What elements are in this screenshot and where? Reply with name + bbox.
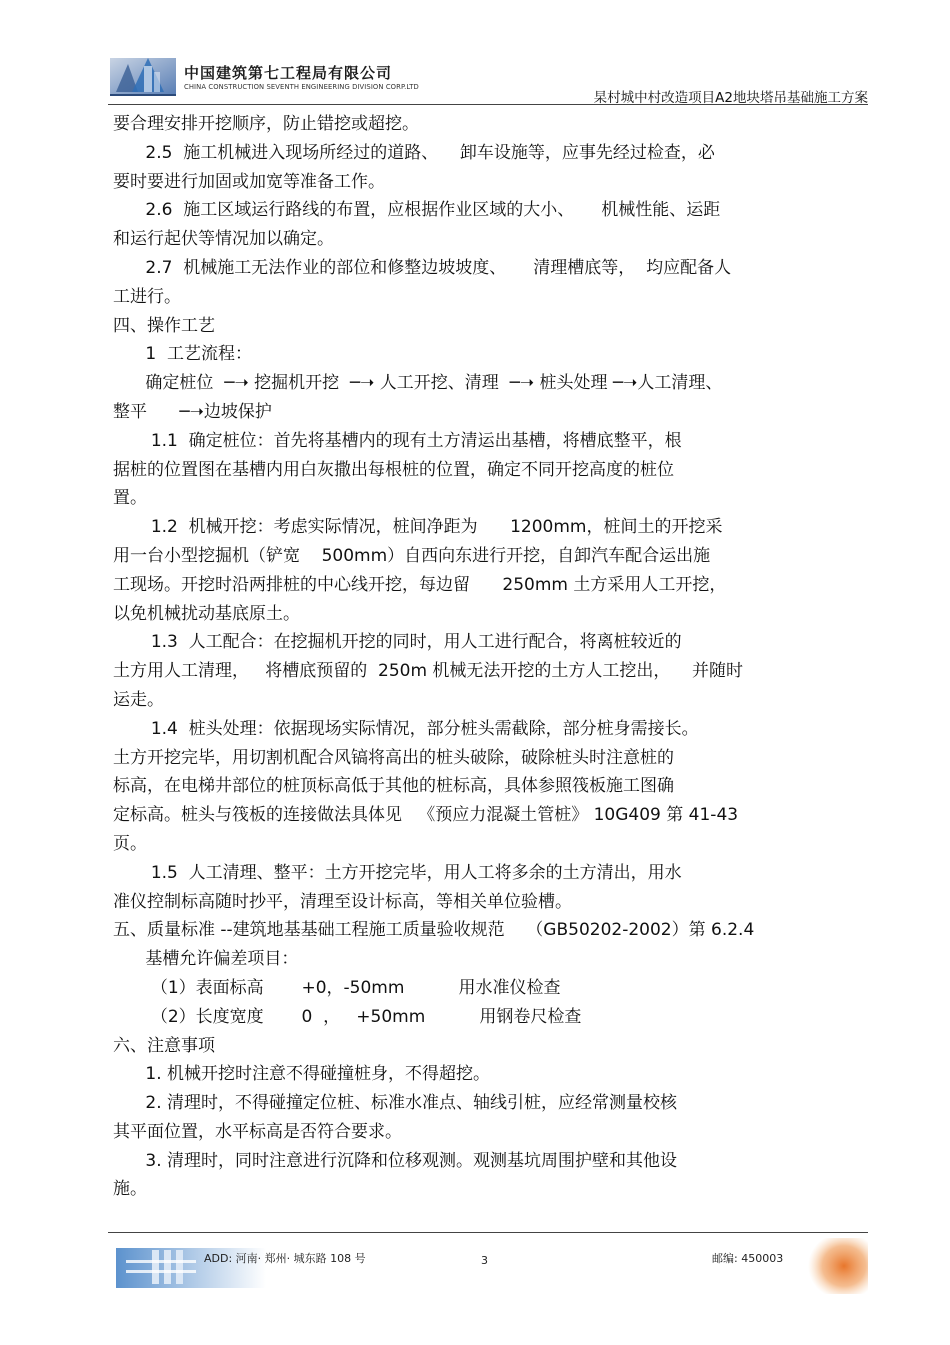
text-line: 3. 清理时，同时注意进行沉降和位移观测。观测基坑周围护壁和其他设 (113, 1150, 678, 1171)
text-line: 整平 ─➝边坡保护 (113, 401, 272, 422)
text-line: 其平面位置，水平标高是否符合要求。 (113, 1121, 402, 1142)
text-line: 页。 (113, 833, 147, 854)
company-logo-icon (108, 52, 180, 98)
text-line: 1.3 人工配合：在挖掘机开挖的同时，用人工进行配合，将离桩较近的 (113, 632, 682, 653)
text-line: 标高，在电梯井部位的桩顶标高低于其他的桩标高，具体参照筏板施工图确 (113, 776, 674, 797)
header-divider (108, 104, 868, 105)
text-line: 1. 机械开挖时注意不得碰撞桩身，不得超挖。 (113, 1064, 491, 1085)
text-line: 土方用人工清理， 将槽底预留的 250m 机械无法开挖的土方人工挖出， 并随时 (113, 661, 744, 682)
text-line: 1.1 确定桩位：首先将基槽内的现有土方清运出基槽，将槽底整平，根 (113, 430, 682, 451)
text-line: 用一台小型挖掘机（铲宽 500mm）自西向东进行开挖，自卸汽车配合运出施 (113, 545, 711, 566)
company-name-cn: 中国建筑第七工程局有限公司 (184, 64, 393, 82)
text-line: 基槽允许偏差项目： (113, 949, 299, 970)
text-line: 要合理安排开挖顺序，防止错挖或超挖。 (113, 114, 419, 134)
text-line: 四、操作工艺 (113, 315, 215, 336)
footer-divider (108, 1232, 868, 1233)
text-line: 1.5 人工清理、整平：土方开挖完毕，用人工将多余的土方清出，用水 (113, 862, 682, 883)
text-line: 2. 清理时，不得碰撞定位桩、标准水准点、轴线引桩，应经常测量校核 (113, 1093, 678, 1114)
text-line: 1.2 机械开挖：考虑实际情况，桩间净距为 1200mm，桩间土的开挖采 (113, 517, 723, 538)
footer-postcode: 邮编: 450003 (712, 1252, 784, 1265)
footer-right-decoration-icon (808, 1238, 868, 1294)
text-line: 施。 (113, 1179, 147, 1200)
text-line: 六、注意事项 (113, 1035, 215, 1056)
company-name-en: CHINA CONSTRUCTION SEVENTH ENGINEERING DIVISION CORP.LTD (184, 83, 419, 91)
page-footer (108, 1236, 868, 1296)
text-line: 1.4 桩头处理：依据现场实际情况，部分桩头需截除，部分桩身需接长。 (113, 718, 699, 739)
text-line: 要时要进行加固或加宽等准备工作。 (113, 171, 385, 192)
text-line: 准仪控制标高随时抄平，清理至设计标高，等相关单位验槽。 (113, 891, 572, 912)
project-title: 杲村城中村改造项目A2地块塔吊基础施工方案 (593, 90, 868, 106)
text-line: 1 工艺流程： (113, 344, 253, 365)
text-line: 确定桩位 ─➝ 挖掘机开挖 ─➝ 人工开挖、清理 ─➝ 桩头处理 ─➝人工清理、 (113, 373, 723, 394)
text-line: 置。 (113, 488, 147, 509)
text-line: （1）表面标高 +0，-50mm 用水准仪检查 (113, 977, 561, 998)
document-body (113, 110, 865, 1204)
text-line: 运走。 (113, 689, 164, 710)
text-line: 和运行起伏等情况加以确定。 (113, 229, 334, 250)
text-line: 以免机械扰动基底原土。 (113, 603, 300, 624)
text-line: 2.7 机械施工无法作业的部位和修整边坡坡度、 清理槽底等， 均应配备人 (113, 257, 732, 278)
text-line: 2.5 施工机械进入现场所经过的道路、 卸车设施等，应事先经过检查，必 (113, 142, 715, 163)
text-line: 据桩的位置图在基槽内用白灰撒出每根桩的位置，确定不同开挖高度的桩位 (113, 459, 674, 480)
page-number: 3 (481, 1254, 488, 1267)
page-header (108, 52, 868, 104)
text-line: 土方开挖完毕，用切割机配合风镐将高出的桩头破除，破除桩头时注意桩的 (113, 747, 674, 768)
text-line: 五、质量标准 --建筑地基基础工程施工质量验收规范 （GB50202-2002）第 6.2.4 (113, 920, 755, 941)
text-line: 工进行。 (113, 286, 181, 307)
text-line: 2.6 施工区域运行路线的布置，应根据作业区域的大小、 机械性能、运距 (113, 200, 721, 221)
text-line: 工现场。开挖时沿两排桩的中心线开挖，每边留 250mm 土方采用人工开挖， (113, 574, 727, 595)
text-line: 定标高。桩头与筏板的连接做法具体见 《预应力混凝土管桩》 10G409 第 41-43 (113, 805, 739, 826)
text-line: （2）长度宽度 0 ， +50mm 用钢卷尺检查 (113, 1006, 582, 1027)
footer-address: ADD: 河南· 郑州· 城东路 108 号 (204, 1252, 366, 1265)
footer-left-decoration-icon (116, 1240, 266, 1294)
